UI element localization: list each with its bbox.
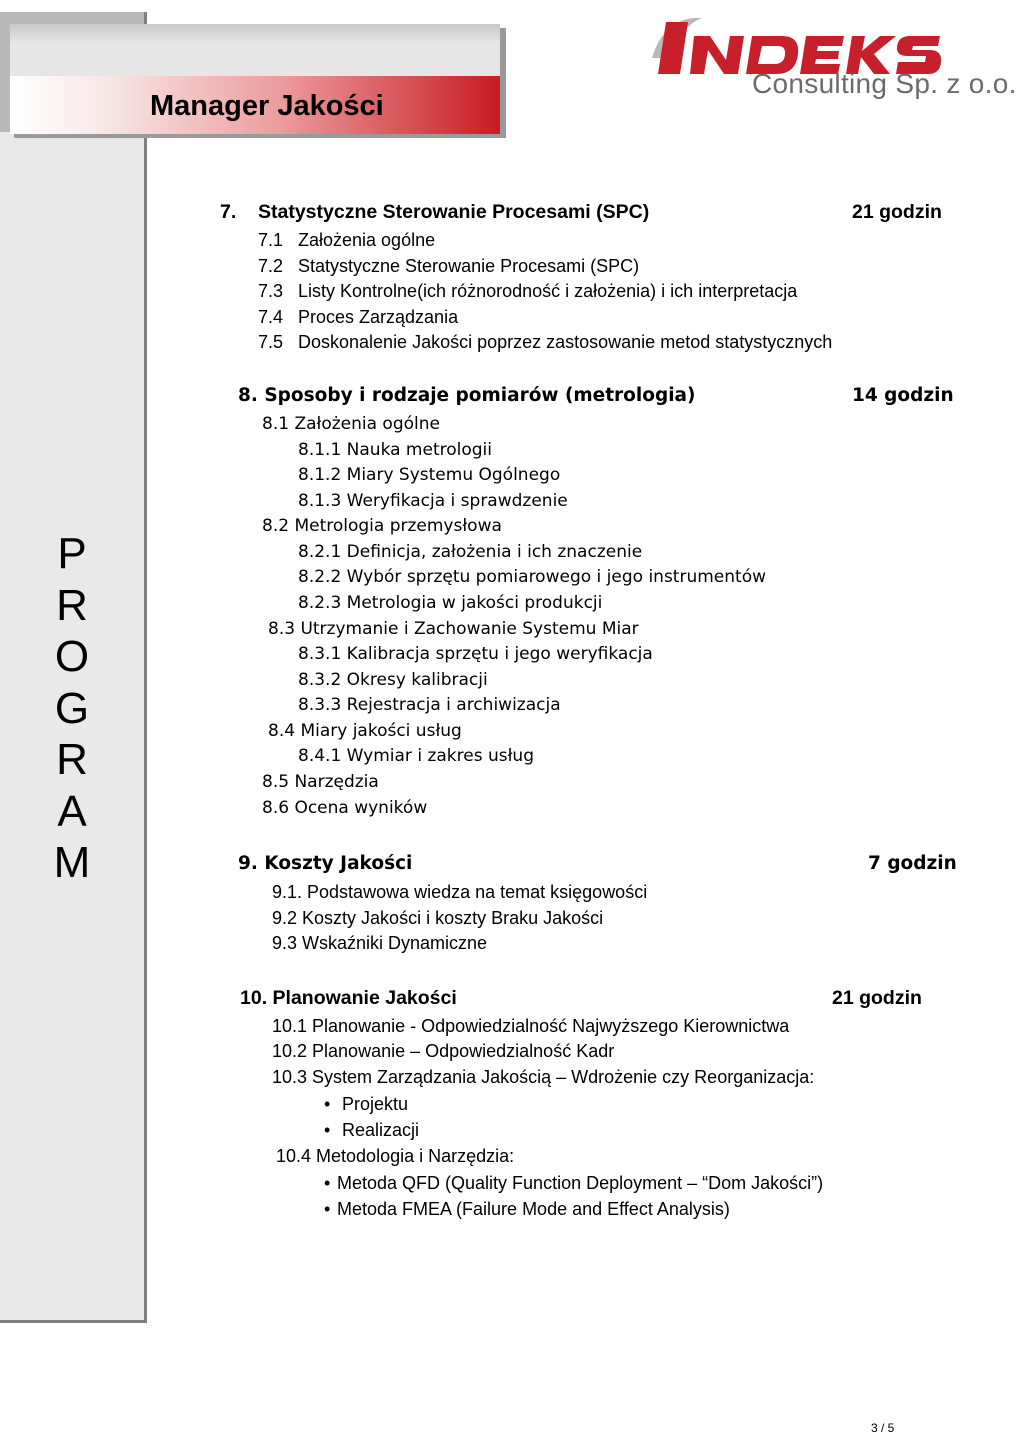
item-text: 8.3 Utrzymanie i Zachowanie Systemu Miar (268, 619, 639, 639)
program-letter: P (57, 529, 87, 578)
bullet-icon: • (324, 1120, 331, 1140)
item-text: 10.1 Planowanie - Odpowiedzialność Najwyższego Kierownictwa (272, 1016, 790, 1036)
bullet-icon: • (324, 1199, 331, 1219)
item-text: 8.2.2 Wybór sprzętu pomiarowego i jego instrumentów (298, 567, 766, 587)
logo-subtitle: Consulting Sp. z o.o. (752, 68, 1017, 99)
program-letter: R (56, 735, 88, 784)
section-7-hours: 21 godzin (852, 201, 942, 223)
item-text: 8.1.3 Weryfikacja i sprawdzenie (298, 491, 568, 511)
item-text: 8.4 Miary jakości usług (268, 721, 462, 741)
item-text: Proces Zarządzania (298, 307, 459, 327)
page-title: Manager Jakości (150, 90, 384, 122)
item-text: 8.3.2 Okresy kalibracji (298, 670, 488, 690)
item-number: 7.2 (258, 256, 284, 276)
item-text: 8.3.3 Rejestracja i archiwizacja (298, 695, 561, 715)
item-text: Założenia ogólne (298, 230, 436, 250)
item-text: Doskonalenie Jakości poprzez zastosowanie metod statystycznych (298, 332, 833, 352)
item-text: 10.2 Planowanie – Odpowiedzialność Kadr (272, 1041, 615, 1061)
program-letter: M (53, 838, 91, 887)
item-text: 8.1.1 Nauka metrologii (298, 440, 492, 460)
section-7-number: 7. (220, 201, 237, 223)
company-logo (650, 16, 1017, 116)
section-7-title: Statystyczne Sterowanie Procesami (SPC) (258, 201, 650, 223)
section-10-title: 10. Planowanie Jakości (240, 987, 457, 1009)
item-text: 8.6 Ocena wyników (262, 798, 428, 818)
item-text: 8.2.3 Metrologia w jakości produkcji (298, 593, 603, 613)
section-9-title: 9. Koszty Jakości (238, 853, 413, 874)
list-item: Projektu (342, 1094, 409, 1114)
item-text: 8.1.2 Miary Systemu Ogólnego (298, 465, 561, 485)
item-text: 9.2 Koszty Jakości i koszty Braku Jakości (272, 908, 604, 928)
item-text: 8.3.1 Kalibracja sprzętu i jego weryfikacja (298, 644, 653, 664)
item-text: 9.1. Podstawowa wiedza na temat księgowości (272, 882, 648, 902)
item-number: 7.4 (258, 307, 284, 327)
bullet-icon: • (324, 1173, 331, 1193)
page-number: 3 / 5 (871, 1421, 895, 1435)
program-vertical-label (0, 528, 144, 889)
program-letter: R (56, 580, 88, 630)
list-item: Metoda QFD (Quality Function Deployment – “Dom Jakości”) (337, 1173, 824, 1193)
item-text: 8.4.1 Wymiar i zakres usług (298, 746, 534, 766)
section-8-title: 8. Sposoby i rodzaje pomiarów (metrologia) (238, 385, 696, 406)
header-banner (10, 24, 500, 134)
section-8-hours: 14 godzin (852, 385, 954, 406)
program-letter: O (54, 632, 90, 681)
item-number: 7.3 (258, 281, 284, 301)
item-text: 10.3 System Zarządzania Jakością – Wdrożenie czy Reorganizacja: (272, 1067, 815, 1087)
section-10-hours: 21 godzin (832, 987, 922, 1009)
item-text: 8.2.1 Definicja, założenia i ich znaczenie (298, 542, 643, 562)
item-text: 10.4 Metodologia i Narzędzia: (276, 1146, 515, 1166)
list-item: Realizacji (342, 1120, 420, 1140)
item-number: 7.5 (258, 332, 284, 352)
item-text: 8.1 Założenia ogólne (262, 414, 440, 434)
item-number: 7.1 (258, 230, 284, 250)
item-text: 9.3 Wskaźniki Dynamiczne (272, 933, 488, 953)
item-text: Statystyczne Sterowanie Procesami (SPC) (298, 256, 640, 276)
bullet-icon: • (324, 1094, 331, 1114)
program-letter: A (57, 786, 87, 836)
list-item: Metoda FMEA (Failure Mode and Effect Analysis) (337, 1199, 730, 1219)
item-text: 8.2 Metrologia przemysłowa (262, 516, 502, 536)
program-letter: G (54, 683, 90, 733)
item-text: 8.5 Narzędzia (262, 772, 379, 792)
item-text: Listy Kontrolne(ich różnorodność i założenia) i ich interpretacja (298, 281, 798, 301)
section-9-hours: 7 godzin (868, 853, 957, 874)
